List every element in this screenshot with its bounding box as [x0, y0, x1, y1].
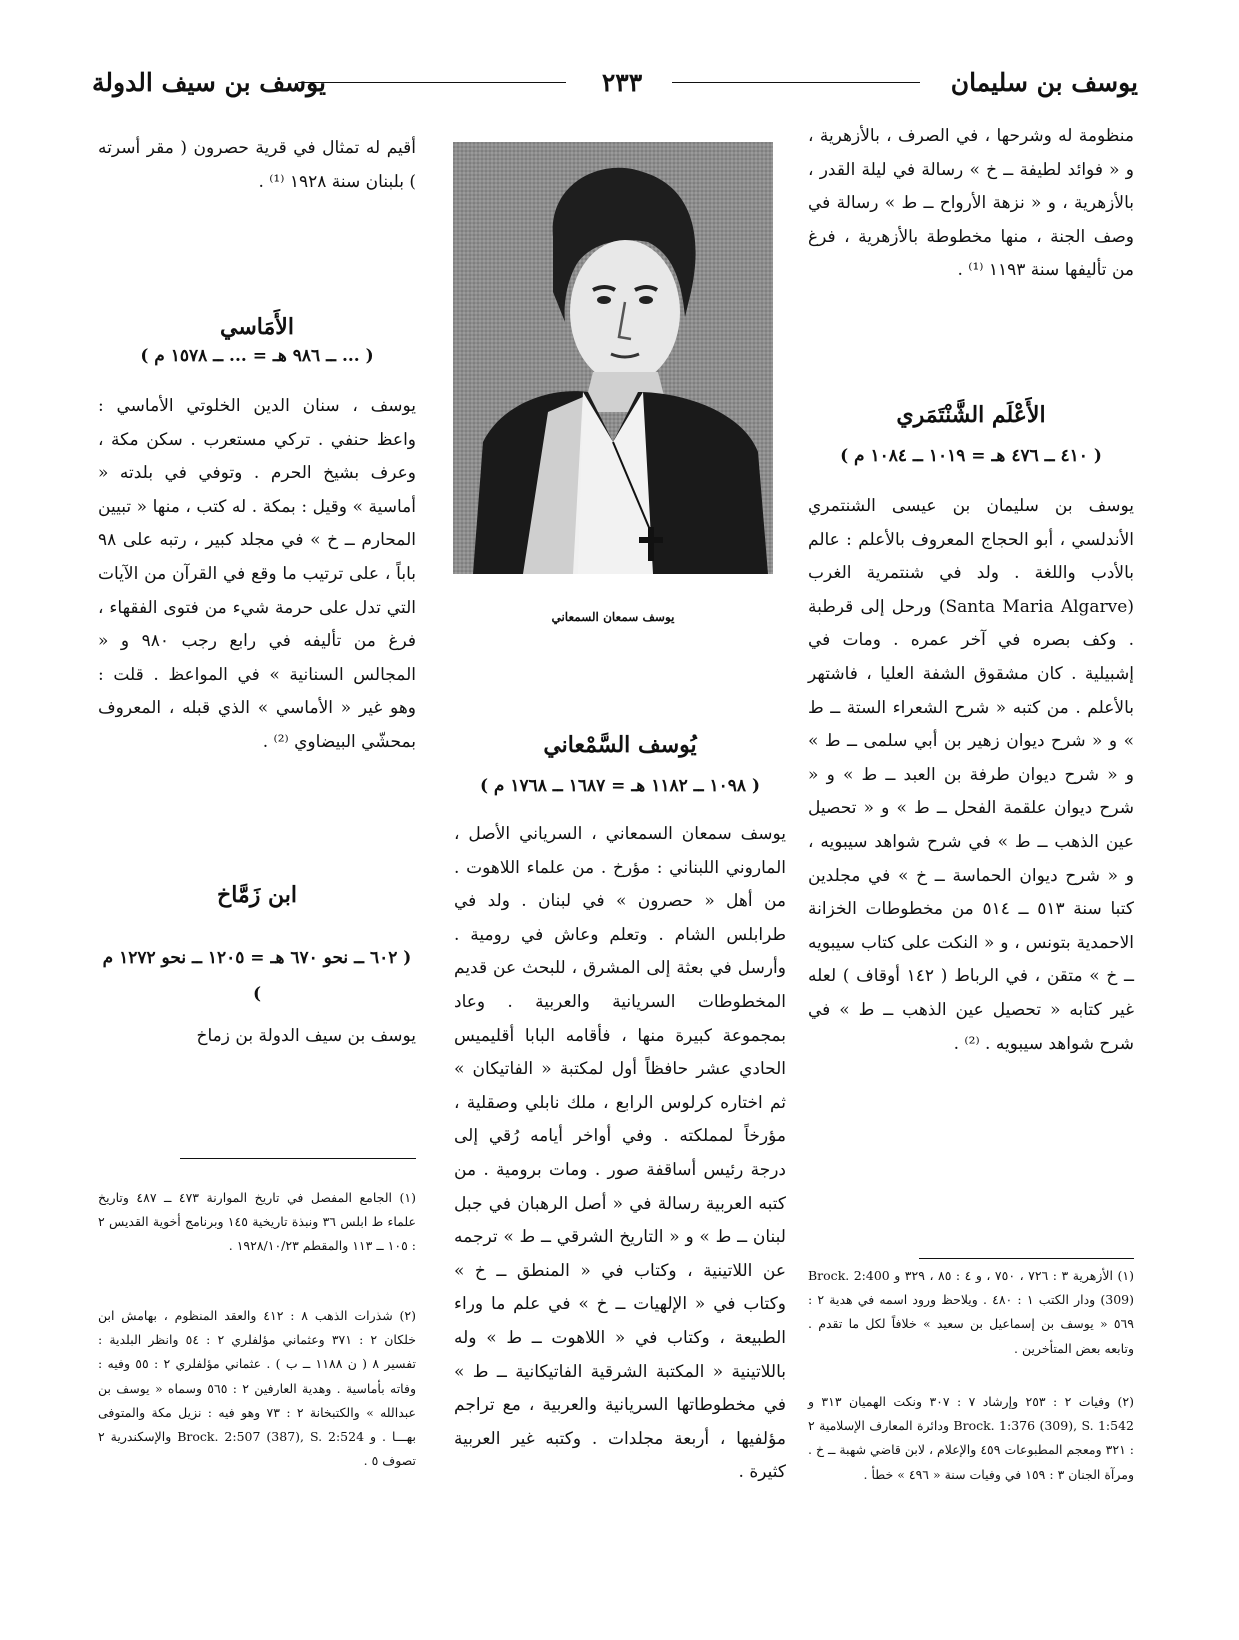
- continuation-text-left: أقيم له تمثال في قرية حصرون ( مقر أسرته ) بلبنان سنة ١٩٢٨ ⁽¹⁾ .: [98, 138, 416, 192]
- entry-text-amasi: يوسف ، سنان الدين الخلوتي الأماسي : واعظ حنفي . تركي مستعرب . سكن مكة ، وعرف بشيخ الحرم . وتوفي في بلدته « أماسية » وقيل : بمكة . له كتب ، منها « تبيين المحارم ــ خ » في مجلد كبير ، رتبه على ٩٨ باباً ، على ترتيب ما وقع في القرآن من الآيات التي تدل على حرمة شيء من فتوى الفقهاء ، فرغ من تأليفه في رابع رجب ٩٨٠ و « المجالس السنانية » في المواعظ . قلت : وهو غير « الأماسي » الذي قبله ، المعروف بمحشّي البيضاوي ⁽²⁾ .: [98, 396, 416, 752]
- header-rule-left: [298, 82, 566, 83]
- entry-title-alam: الأَعْلَم الشَّنْتَمَري: [896, 402, 1046, 428]
- entry-title-simaani: يُوسف السَّمْعاني: [543, 732, 697, 758]
- entry-title-amasi: الأَمَاسي: [220, 314, 294, 340]
- page-number: ٢٣٣: [601, 68, 643, 97]
- entry-dates-zammakh: ( ٦٠٢ ــ نحو ٦٧٠ هـ = ١٢٠٥ ــ نحو ١٢٧٢ م ): [102, 948, 412, 1004]
- footnote-rule: [919, 1258, 1134, 1259]
- entry-dates-simaani: ( ١٠٩٨ ــ ١١٨٢ هـ = ١٦٨٧ ــ ١٧٦٨ م ): [479, 776, 761, 796]
- portrait-caption: يوسف سمعان السمعاني: [551, 610, 675, 624]
- continuation-text: منظومة له وشرحها ، في الصرف ، بالأزهرية ، و « فوائد لطيفة ــ خ » رسالة في ليلة القدر ، بالأزهرية ، و « نزهة الأرواح ــ ط » رسالة في وصف الجنة ، منها مخطوطة بالأزهرية ، فرغ من تأليفها سنة ١١٩٣ ⁽¹⁾ .: [808, 126, 1134, 281]
- footnote-1: (١) الأزهرية ٣ : ٧٢٦ ، ٧٥٠ ، و ٤ : ٨٥ ، ٣٢٩ و Brock. 2:400 (309) ودار الكتب ١ : ٤٨٠ . ويلاحظ ورود اسمه في هدية ٢ : ٥٦٩ « يوسف بن إسماعيل بن سعيد » خلافاً لكل ما تقدم . وتابعه بعض المتأخرين .: [808, 1268, 1134, 1356]
- footnote-left-2: (٢) شذرات الذهب ٨ : ٤١٢ والعقد المنظوم ، بهامش ابن خلكان ٢ : ٣٧١ وعثماني مؤلفلري ٢ : ٥٤ وانظر البلدية : تفسير ٨ ( ن ١١٨٨ ــ ب ) . عثماني مؤلفلري ٢ : ٥٥ وفيه : وفاته بأماسية . وهدية العارفين ٢ : ٥٦٥ وسماه « يوسف بن عبدالله » والكتبخانة ٢ : ٧٣ وهو فيه : نزيل مكة والمتوفى بهـــا . و Brock. 2:507 (387), S. 2:524 والإسكندرية ٢ تصوف ٥ .: [98, 1308, 416, 1469]
- entry-text-alam: يوسف بن سليمان بن عيسى الشنتمري الأندلسي ، أبو الحجاج المعروف بالأعلم : عالم بالأدب واللغة . ولد في شنتمرية الغرب (Santa Maria Algarve) ورحل إلى قرطبة . وكف بصره في آخر عمره . ومات في إشبيلية . كان مشقوق الشفة العليا ، فاشتهر بالأعلم . من كتبه « شرح الشعراء الستة ــ ط » و « شرح ديوان زهير بن أبي سلمى ــ ط » و « شرح ديوان طرفة بن العبد ــ ط » و « شرح ديوان علقمة الفحل ــ ط » و « تحصيل عين الذهب ــ ط » في شرح شواهد سيبويه ، و « شرح ديوان الحماسة ــ خ » في مجلدين كتبا سنة ٥١٣ ــ ٥١٤ من مخطوطات الخزانة الاحمدية بتونس ، و « النكت على كتاب سيبويه ــ خ » متقن ، في الرباط ( ١٤٢ أوقاف ) لعله غير كتابه « تحصيل عين الذهب ــ ط » في شرح شواهد سيبويه . ⁽²⁾ .: [808, 496, 1134, 1054]
- footnote-rule-left: [180, 1158, 416, 1159]
- entry-dates-alam: ( ٤١٠ ــ ٤٧٦ هـ = ١٠١٩ ــ ١٠٨٤ م ): [840, 446, 1102, 466]
- footnote-left-1: (١) الجامع المفصل في تاريخ الموارنة ٤٧٣ ــ ٤٨٧ وتاريخ علماء ط ابلس ٣٦ ونبذة تاريخية ١٤٥ وبرنامج أخوية القديس ٢ : ١٠٥ ــ ١١٣ والمقطم ١٩٢٨/١٠/٢٣ .: [98, 1190, 416, 1254]
- portrait-image: [453, 142, 773, 574]
- header-rule-right: [672, 82, 920, 83]
- footnote-2: (٢) وفيات ٢ : ٢٥٣ وإرشاد ٧ : ٣٠٧ ونكت الهميان ٣١٣ و Brock. 1:376 (309), S. 1:542 ودائرة المعارف الإسلامية ٢ : ٣٢١ ومعجم المطبوعات ٤٥٩ والإعلام ، لابن قاضي شهبة ــ خ . ومرآة الجنان ٣ : ١٥٩ في وفيات سنة « ٤٩٦ » خطأ .: [808, 1394, 1135, 1482]
- running-header: [92, 64, 1138, 104]
- header-right-title: يوسف بن سليمان: [950, 68, 1138, 97]
- header-left-title: يوسف بن سيف الدولة: [92, 68, 326, 97]
- entry-dates-amasi: ( ... ــ ٩٨٦ هـ = ... ــ ١٥٧٨ م ): [140, 346, 374, 366]
- entry-text-zammakh: يوسف بن سيف الدولة بن زماخ: [196, 1026, 416, 1046]
- entry-text-simaani: يوسف سمعان السمعاني ، السرياني الأصل ، الماروني اللبناني : مؤرخ . من علماء اللاهوت . من أهل « حصرون » في لبنان . ولد في طرابلس الشام . وتعلم وعاش في رومية . وأرسل في بعثة إلى المشرق ، للبحث عن قديم المخطوطات السريانية والعربية . وعاد بمجموعة كبيرة منها ، فأقامه البابا أقليميس الحادي عشر حافظاً أول لمكتبة « الفاتيكان » ثم اختاره كرلوس الرابع ، ملك نابلي وصقلية ، مؤرخاً لمملكته . وفي أواخر أيامه رُقي إلى درجة رئيس أساقفة صور . ومات برومية . من كتبه العربية رسالة في « أصل الرهبان في جبل لبنان ــ ط » و « التاريخ الشرقي ــ ط » ترجمه عن اللاتينية ، وكتاب في « المنطق ــ خ » وكتاب في « الإلهيات ــ خ » في علم ما وراء الطبيعة ، وكتاب في « اللاهوت ــ ط » وله باللاتينية « المكتبة الشرقية الفاتيكانية ــ ط » في مخطوطاتها السريانية والعربية ، مع تراجم مؤلفيها ، أربعة مجلدات . وكتبه غير العربية كثيرة .: [454, 824, 786, 1483]
- entry-title-zammakh: ابن زَمَّاخ: [217, 882, 297, 908]
